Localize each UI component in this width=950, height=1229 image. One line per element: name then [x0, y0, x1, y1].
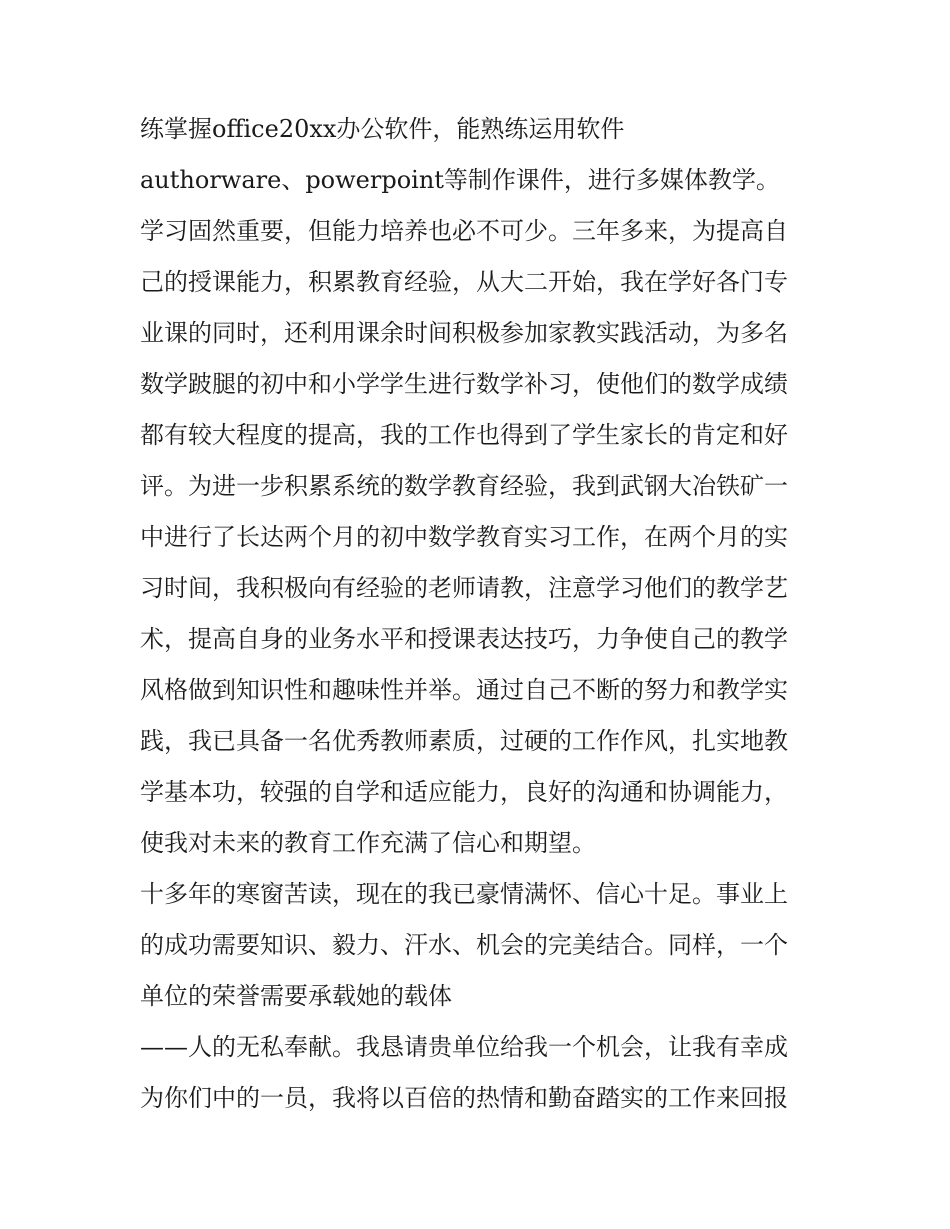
- document-body: [140, 107, 820, 1127]
- text-line: 数学跛腿的初中和小学学生进行数学补习，使他们的数学成绩: [140, 370, 788, 398]
- text-line: 使我对未来的教育工作充满了信心和期望。: [140, 829, 596, 857]
- text-line: authorware、powerpoint等制作课件，进行多媒体教学。: [140, 166, 780, 194]
- text-line: 中进行了长达两个月的初中数学教育实习工作，在两个月的实: [140, 523, 788, 551]
- text-line: 为你们中的一员，我将以百倍的热情和勤奋踏实的工作来回报: [140, 1084, 788, 1112]
- text-line: 都有较大程度的提高，我的工作也得到了学生家长的肯定和好: [140, 421, 788, 449]
- text-line: 习时间，我积极向有经验的老师请教，注意学习他们的教学艺: [140, 574, 788, 602]
- text-line: 践，我已具备一名优秀教师素质，过硬的工作作风，扎实地教: [140, 727, 788, 755]
- text-line: 练掌握office20xx办公软件，能熟练运用软件: [140, 115, 625, 143]
- text-line: 的成功需要知识、毅力、汗水、机会的完美结合。同样，一个: [140, 931, 788, 959]
- text-line: 风格做到知识性和趣味性并举。通过自己不断的努力和教学实: [140, 676, 788, 704]
- text-line: 评。为进一步积累系统的数学教育经验，我到武钢大冶铁矿一: [140, 472, 788, 500]
- text-line: 术，提高自身的业务水平和授课表达技巧，力争使自己的教学: [140, 625, 788, 653]
- text-line: 十多年的寒窗苦读，现在的我已豪情满怀、信心十足。事业上: [140, 880, 788, 908]
- text-line: 学基本功，较强的自学和适应能力，良好的沟通和协调能力，: [140, 778, 788, 806]
- text-line: 己的授课能力，积累教育经验，从大二开始，我在学好各门专: [140, 268, 788, 296]
- text-line: 业课的同时，还利用课余时间积极参加家教实践活动，为多名: [140, 319, 788, 347]
- text-line: 学习固然重要，但能力培养也必不可少。三年多来，为提高自: [140, 217, 788, 245]
- text-line: ——人的无私奉献。我恳请贵单位给我一个机会，让我有幸成: [140, 1033, 788, 1061]
- text-line: 单位的荣誉需要承载她的载体: [140, 982, 452, 1010]
